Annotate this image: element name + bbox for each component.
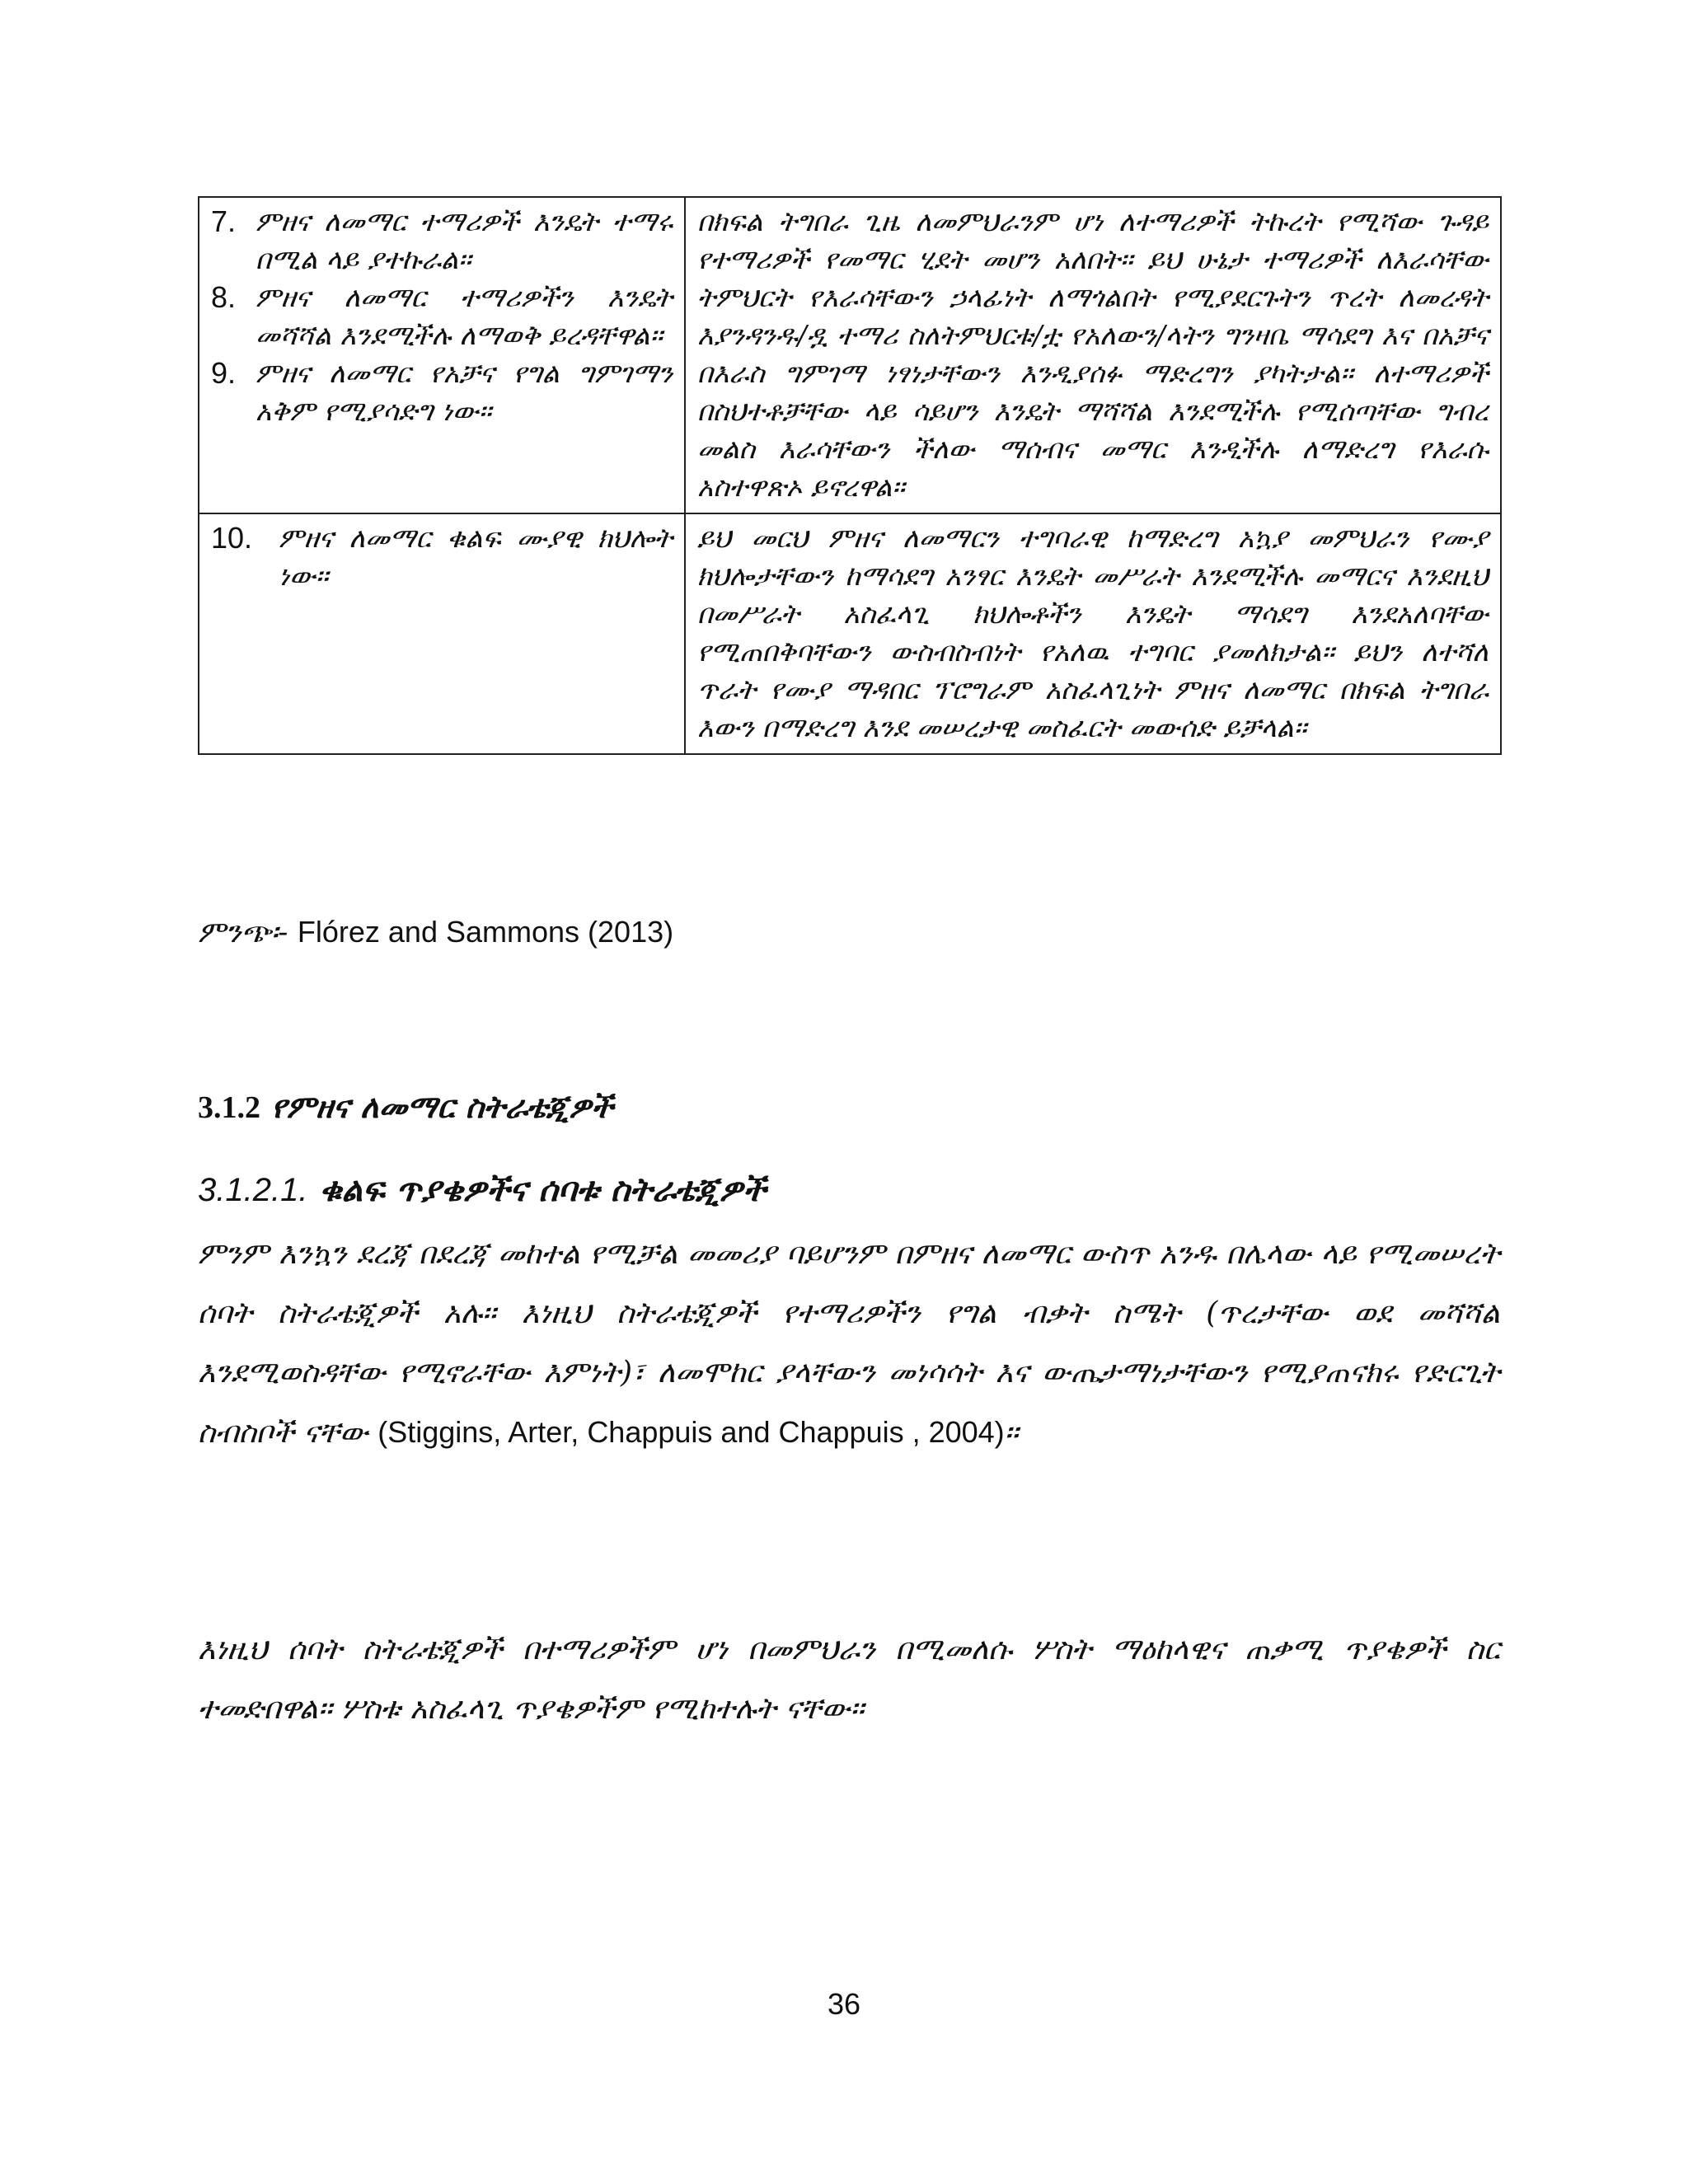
source-text: Flórez and Sammons (2013) bbox=[297, 915, 674, 949]
principle-item bbox=[211, 279, 673, 354]
subsection-title: ቁልፍ ጥያቄዎችና ሰባቱ ስትራቴጂዎች bbox=[319, 1170, 767, 1209]
body-paragraph: እነዚህ ሰባት ስትራቴጂዎች በተማሪዎችም ሆነ በመምህራን በሚመለሱ ሦስት ማዕከላዊና ጠቃሚ ጥያቄዎች ስር ተመድበዋል፡፡ ሦስቱ አስፈላጊ ጥያቄዎችም የሚከተሉት ናቸው፡፡ bbox=[198, 1633, 1500, 1726]
subsection-number: 3.1.2.1. bbox=[198, 1172, 308, 1208]
section-title: የምዘና ለመማር ስትራቴጂዎች bbox=[271, 1088, 613, 1125]
explanation-cell: ይህ መርህ ምዘና ለመማርን ተግባራዊ ከማድረግ አኳያ መምህራን የሙያ ክህሎታቸውን ከማሳደግ አንፃር እንዴት መሥራት እንደሚችሉ መማርና እንደዚህ በመሥራት አስፈላጊ ክህሎቶችን እንዴት ማሳደግ እንደአለባቸው የሚጠበቅባቸውን ውስብስብነት የአለዉ ተግባር ያመለክታል፡፡ ይህን ለተሻለ ጥራት የሙያ ማዳበር ፕሮግራም አስፈላጊነት ምዘና ለመማር በክፍል ትግበራ እውን በማድረግ እንደ መሠረታዊ መስፈርት መውሰድ ይቻላል፡፡ bbox=[685, 513, 1501, 754]
paragraph-text: ምንም እንኳን ደረጃ በደረጃ መከተል የሚቻል መመሪያ ባይሆንም በምዘና ለመማር ውስጥ አንዱ በሌላው ላይ የሚመሠረት ሰባት ስትራቴጂዎች አሉ፡፡ እነዚህ ስትራቴጂዎች የተማሪዎችን የግል ብቃት ስሜት (ጥረታቸው ወደ መሻሻል እንደሚወስዳቸው የሚኖራቸው እምነት)፣ ለመሞከር ያላቸውን መነሳሳት እና ውጤታማነታቸውን የሚያጠናክሩ የድርጊት ስብስቦች ናቸው bbox=[198, 1237, 1500, 1450]
table-row bbox=[199, 197, 1501, 513]
principle-text: ምዘና ለመማር የአቻና የግል ግምገማን አቅም የሚያሳድግ ነው፡፡ bbox=[256, 357, 673, 427]
principle-item bbox=[211, 519, 673, 595]
principle-number: 10. bbox=[211, 521, 253, 555]
citation: (Stiggins, Arter, Chappuis and Chappuis , 2004) bbox=[377, 1415, 1005, 1449]
page-number: 36 bbox=[827, 1987, 861, 2021]
table-source bbox=[198, 913, 673, 952]
principle-number: 7. bbox=[211, 204, 237, 238]
explanation-cell: በክፍል ትግበራ ጊዜ ለመምህራንም ሆነ ለተማሪዎች ትኩረት የሚሻው ጉዳይ የተማሪዎች የመማር ሂደት መሆን አለበት፡፡ ይህ ሁኔታ ተማሪዎች ለእራሳቸው ትምህርት የእራሳቸውን ኃላፊነት ለማጎልበት የሚያደርጉትን ጥረት ለመረዳት እያንዳንዱ/ዷ ተማሪ ስለትምህርቱ/ቷ የአለውን/ላትን ግንዛቤ ማሳደግ እና በአቻና በእራስ ግምገማ ነፃነታቸውን እንዲያሰፉ ማድረግን ያካትታል፡፡ ለተማሪዎች በስህተቶቻቸው ላይ ሳይሆን እንዴት ማሻሻል እንደሚችሉ የሚሰጣቸው ግብረ መልስ እራሳቸውን ችለው ማሰብና መማር እንዲችሉ ለማድረግ የእራሱ አስተዋጽኦ ይኖረዋል፡፡ bbox=[685, 197, 1501, 513]
principle-item bbox=[211, 354, 673, 430]
principle-item bbox=[211, 203, 673, 279]
principle-number: 9. bbox=[211, 356, 237, 390]
section-heading bbox=[198, 1086, 613, 1128]
principles-table bbox=[198, 196, 1502, 755]
section-number: 3.1.2 bbox=[198, 1090, 260, 1125]
principle-number: 8. bbox=[211, 280, 237, 314]
principle-text: ምዘና ለመማር ተማሪዎችን እንዴት መሻሻል እንደሚችሉ ለማወቅ ይረዳቸዋል፡፡ bbox=[256, 281, 673, 351]
principle-text: ምዘና ለመማር ተማሪዎች እንዴት ተማሩ በሚል ላይ ያተኩራል፡፡ bbox=[256, 205, 673, 275]
source-label: ምንጭ፡- bbox=[198, 916, 288, 949]
paragraph-end: ፡፡ bbox=[1004, 1416, 1019, 1450]
table-row bbox=[199, 513, 1501, 754]
principles-cell bbox=[199, 513, 685, 754]
body-paragraph bbox=[198, 1225, 1500, 1463]
principle-text: ምዘና ለመማር ቁልፍ ሙያዊ ክህሎት ነው፡፡ bbox=[279, 522, 673, 592]
principles-cell bbox=[199, 197, 685, 513]
subsection-heading bbox=[198, 1169, 766, 1212]
